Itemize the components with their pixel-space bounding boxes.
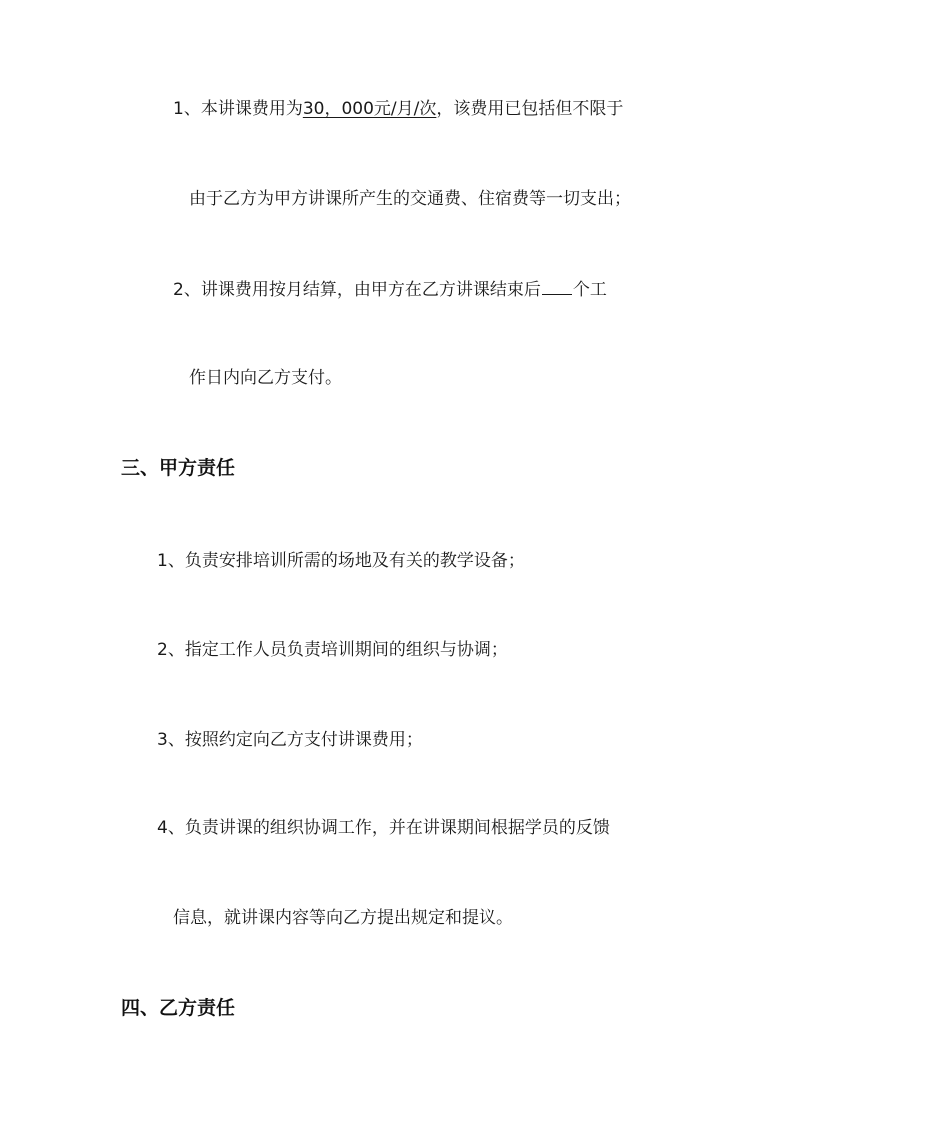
party-a-item-1: 1、负责安排培训所需的场地及有关的教学设备； — [157, 551, 525, 571]
fee-amount: 30，000元/月/次 — [302, 99, 437, 119]
fee-item-1-suffix: ，该费用已包括但不限于 — [436, 99, 624, 119]
party-a-item-4: 4、负责讲课的组织协调工作，并在讲课期间根据学员的反馈 — [157, 818, 610, 838]
party-a-item-2: 2、指定工作人员负责培训期间的组织与协调； — [157, 640, 508, 660]
section-heading-party-b: 四、乙方责任 — [121, 997, 236, 1019]
party-a-item-4-continuation: 信息，就讲课内容等向乙方提出规定和提议。 — [173, 908, 513, 928]
fee-item-1 — [173, 97, 623, 121]
party-a-item-3: 3、按照约定向乙方支付讲课费用； — [157, 730, 423, 750]
fee-item-2-continuation: 作日内向乙方支付。 — [189, 368, 342, 388]
section-heading-party-a: 三、甲方责任 — [121, 457, 236, 479]
fill-in-blank — [542, 276, 572, 295]
fee-item-2 — [173, 276, 607, 302]
fee-item-2-suffix: 个工 — [572, 280, 607, 300]
fee-item-1-continuation: 由于乙方为甲方讲课所产生的交通费、住宿费等一切支出； — [189, 189, 631, 209]
fee-item-1-prefix: 1、本讲课费用为 — [173, 99, 303, 119]
fee-item-2-prefix: 2、讲课费用按月结算，由甲方在乙方讲课结束后 — [173, 280, 541, 300]
